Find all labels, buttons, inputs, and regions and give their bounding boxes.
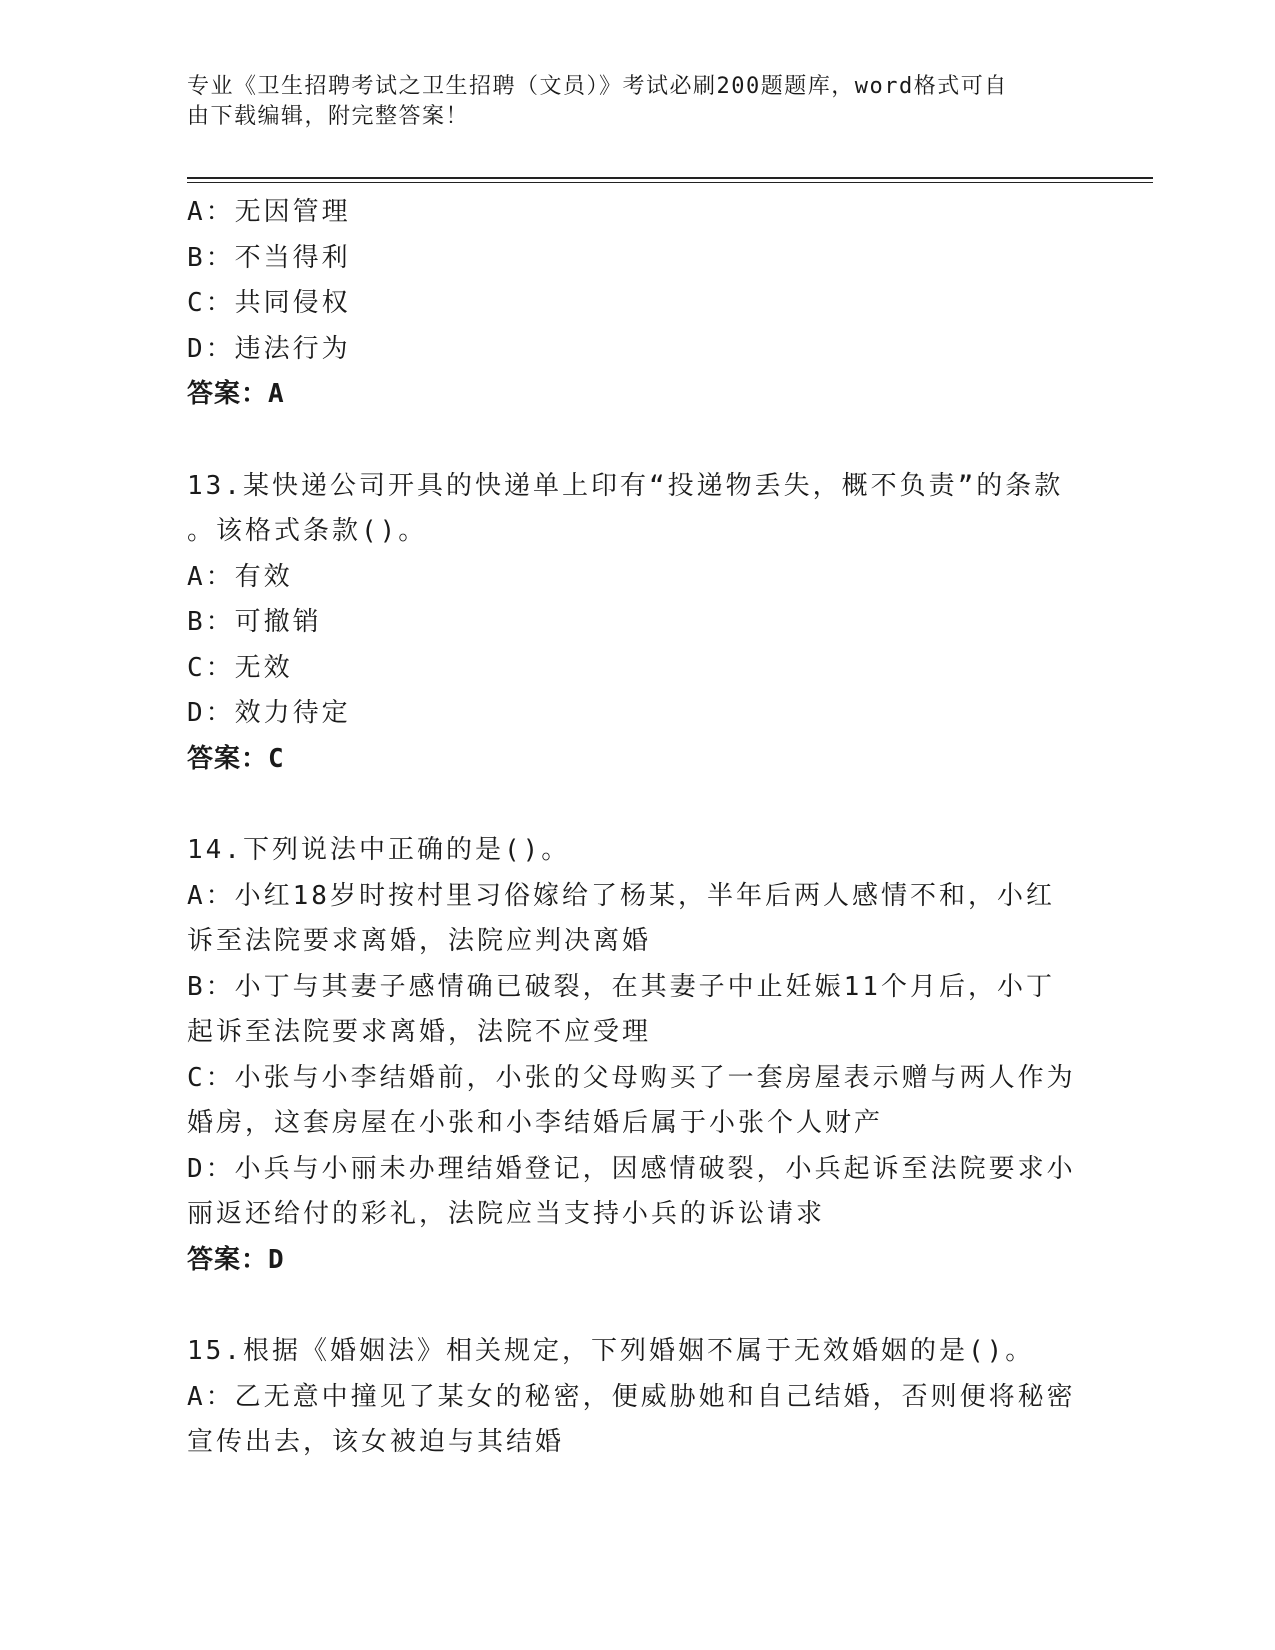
option-b: B：可撤销 bbox=[187, 607, 322, 637]
document-header bbox=[187, 72, 1067, 132]
question-stem: 14.下列说法中正确的是()。 bbox=[187, 835, 571, 865]
option-d: D：小兵与小丽未办理结婚登记，因感情破裂，小兵起诉至法院要求小 bbox=[187, 1153, 1076, 1184]
option-d: D：违法行为 bbox=[187, 333, 351, 364]
option-a-continued: 宣传出去，该女被迫与其结婚 bbox=[187, 1427, 565, 1457]
option-c-continued: 婚房，这套房屋在小张和小李结婚后属于小张个人财产 bbox=[187, 1108, 884, 1138]
question-stem-continued: 。该格式条款()。 bbox=[187, 516, 428, 546]
option-d: D：效力待定 bbox=[187, 698, 351, 728]
question-content bbox=[187, 190, 1087, 1466]
option-a: A：乙无意中撞见了某女的秘密，便威胁她和自己结婚，否则便将秘密 bbox=[187, 1381, 1076, 1412]
option-b: B：不当得利 bbox=[187, 242, 351, 273]
option-c: C：无效 bbox=[187, 652, 293, 683]
spacer bbox=[187, 418, 1087, 464]
question-15 bbox=[187, 1329, 1087, 1466]
answer: 答案：A bbox=[187, 379, 285, 409]
header-divider-thin bbox=[187, 182, 1153, 183]
option-c: C：共同侵权 bbox=[187, 288, 351, 318]
question-stem: 13.某快递公司开具的快递单上印有“投递物丢失，概不负责”的条款 bbox=[187, 470, 1064, 501]
question-13 bbox=[187, 464, 1087, 783]
question-14 bbox=[187, 828, 1087, 1283]
answer: 答案：C bbox=[187, 743, 285, 774]
option-c: C：小张与小李结婚前，小张的父母购买了一套房屋表示赠与两人作为 bbox=[187, 1062, 1076, 1093]
spacer bbox=[187, 1283, 1087, 1329]
option-a: A：无因管理 bbox=[187, 197, 351, 227]
option-a: A：有效 bbox=[187, 561, 293, 592]
option-d-continued: 丽返还给付的彩礼，法院应当支持小兵的诉讼请求 bbox=[187, 1199, 826, 1229]
header-divider-thick bbox=[187, 177, 1153, 179]
spacer bbox=[187, 782, 1087, 828]
header-title-line-2: 由下载编辑，附完整答案！ bbox=[187, 104, 470, 129]
question-stem: 15.根据《婚姻法》相关规定，下列婚姻不属于无效婚姻的是()。 bbox=[187, 1336, 1035, 1366]
option-b-continued: 起诉至法院要求离婚，法院不应受理 bbox=[187, 1017, 652, 1047]
option-a-continued: 诉至法院要求离婚，法院应判决离婚 bbox=[187, 926, 652, 956]
option-b: B：小丁与其妻子感情确已破裂，在其妻子中止妊娠11个月后，小丁 bbox=[187, 971, 1055, 1002]
answer: 答案：D bbox=[187, 1244, 285, 1275]
question-12 bbox=[187, 190, 1087, 418]
header-title-line-1: 专业《卫生招聘考试之卫生招聘（文员）》考试必刷200题题库，word格式可自 bbox=[187, 74, 1008, 99]
option-a: A：小红18岁时按村里习俗嫁给了杨某，半年后两人感情不和，小红 bbox=[187, 880, 1055, 911]
